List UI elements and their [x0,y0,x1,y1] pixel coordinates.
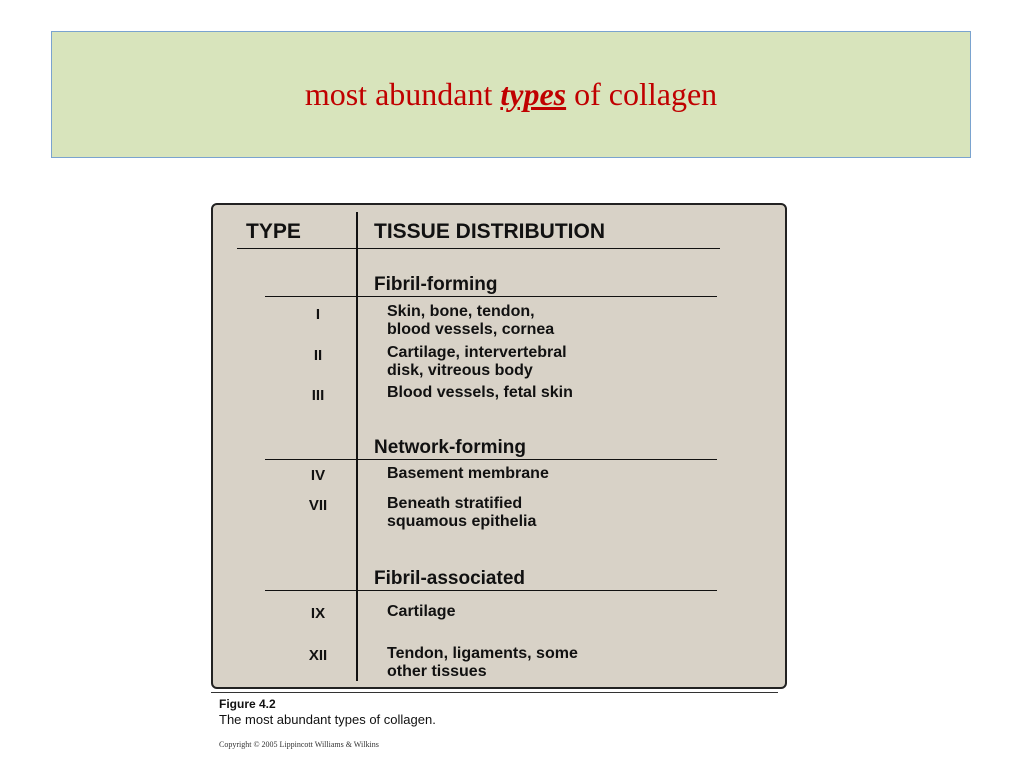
group-heading: Fibril-forming [374,274,498,295]
distribution-line: Blood vessels, fetal skin [387,384,573,401]
title-banner [51,31,971,158]
distribution-line: Cartilage [387,603,456,620]
column-header-distribution: TISSUE DISTRIBUTION [374,220,606,243]
type-cell: I [315,306,321,323]
type-cell: II [313,347,323,364]
distribution-line: Basement membrane [387,465,549,482]
distribution-line: Skin, bone, tendon, blood vessels, cornea [387,303,555,338]
copyright-notice: Copyright © 2005 Lippincott Williams & Wilkins [219,740,379,749]
type-cell: III [311,387,325,404]
distribution-line: Tendon, ligaments, some other tissues [387,645,578,680]
slide-title [305,76,717,113]
distribution-cell [387,603,767,621]
distribution-line: Cartilage, intervertebral disk, vitreous body [387,344,567,379]
group-heading: Network-forming [374,437,526,458]
distribution-cell [387,384,767,402]
distribution-line: Beneath stratified squamous epithelia [387,495,537,530]
group-heading: Fibril-associated [374,568,525,589]
title-prefix: most abundant [304,76,501,112]
figure-caption: The most abundant types of collagen. [219,712,436,727]
figure-label: Figure 4.2 [219,697,276,711]
distribution-cell [387,465,767,483]
group-rule [265,459,717,460]
distribution-cell [387,303,767,339]
column-header-type: TYPE [246,220,301,243]
type-cell: XII [308,647,328,664]
distribution-cell [387,645,767,681]
group-rule [265,296,717,297]
distribution-cell [387,495,767,531]
header-underline [237,248,720,249]
title-emphasis: types [500,76,567,112]
distribution-cell [387,344,767,380]
type-cell: VII [308,497,328,514]
type-cell: IV [310,467,326,484]
caption-rule [211,692,778,693]
title-suffix: of collagen [566,76,718,112]
column-divider [356,212,358,681]
type-cell: IX [310,605,326,622]
group-rule [265,590,717,591]
